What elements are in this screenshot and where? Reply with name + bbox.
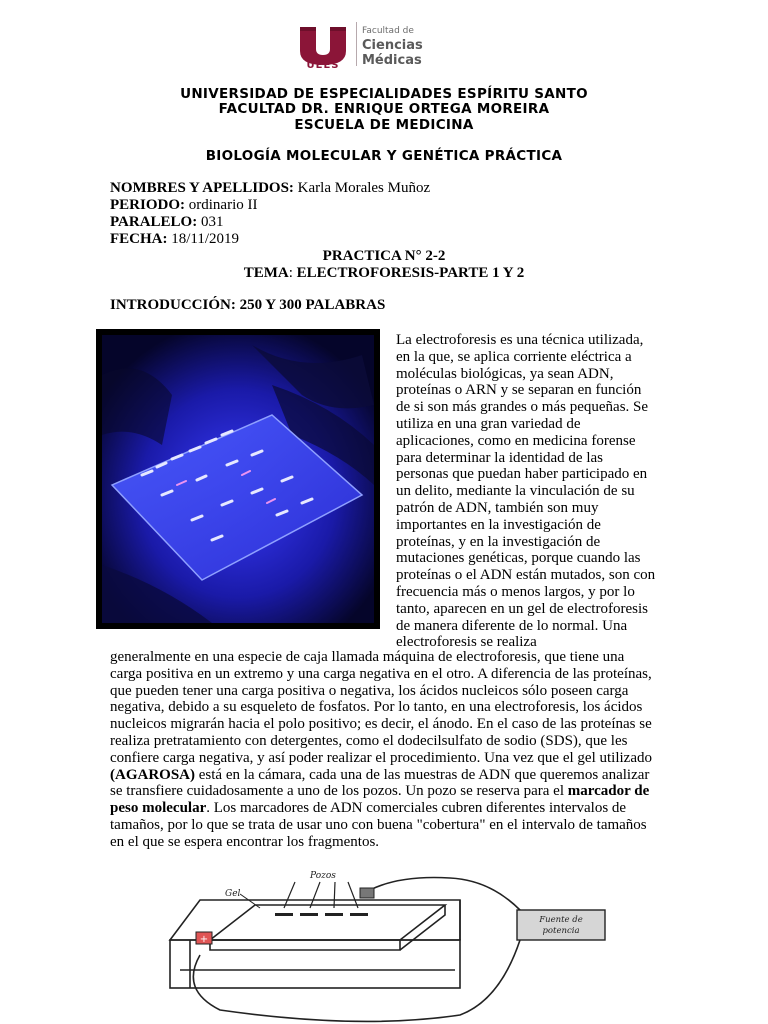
intro-paragraph-wrapped: La electroforesis es una técnica utilizada, en la que, se aplica corriente eléctrica a moléculas biológicas, ya sean ADN, proteínas o ARN y se separan en función de si son más grandes o más pequeñas. Se utiliza en una gran variedad de aplicaciones, como en medicina forense para determinar la identidad de las personas que puedan haber participado en un delito, mediante la vinculación de su patrón de ADN, también son muy importantes en la investigación de proteínas, y en la investigación de mutaciones genéticas, porque cuando las proteínas o el ADN están mutados, son con frecuencia más o menos largos, y por lo tanto, aparecen en un gel de electroforesis de manera diferente de lo normal. Una electroforesis se realiza [396,332,656,651]
cable-positive [193,940,520,1021]
faculty-logo [296,20,486,74]
well-1 [275,913,293,916]
intro-heading: INTRODUCCIÓN: 250 Y 300 PALABRAS [110,297,386,313]
gel-label: Gel [225,889,241,899]
paralelo-value: 031 [197,214,224,230]
name-label: NOMBRES Y APELLIDOS: [110,180,294,196]
power-label-line1: Fuente de [539,915,583,925]
positive-sign: + [199,934,209,945]
logo-short-name: UEES [306,60,340,71]
body-bold-marker: marcador de peso molecular [110,783,650,817]
course-title: BIOLOGÍA MOLECULAR Y GENÉTICA PRÁCTICA [205,148,563,164]
electrophoresis-gel-photo [102,335,374,623]
period-label: PERIODO: [110,197,185,213]
body-bold-agarosa: (AGAROSA) [110,766,195,783]
date-field [110,231,239,248]
faculty-name: FACULTAD DR. ENRIQUE ORTEGA MOREIRA [218,101,550,117]
chamber-front [170,940,460,988]
body-text-part-3: . Los marcadores de ADN comerciales cubren diferentes intervalos de tamaños, por lo que se trata de usar uno con buena "cobertura" en el intervalo de tamaños en el que se espera encontrar los fragmentos. [110,800,647,850]
intro-paragraph-body [110,649,660,851]
logo-divider [356,22,357,66]
date-value: 18/11/2019 [167,231,240,247]
name-value: Karla Morales Muñoz [293,180,431,196]
logo-faculty-small: Facultad de [362,26,414,36]
name-field [110,180,430,197]
wells-label: Pozos [310,871,336,881]
paralelo-label: PARALELO: [110,214,198,230]
school-name: ESCUELA DE MEDICINA [294,117,474,133]
period-value: ordinario II [185,197,258,213]
topic-label: TEMA [243,265,289,281]
date-label: FECHA: [110,231,168,247]
electrophoresis-photo-frame [96,329,380,629]
practice-number: PRACTICA N° 2-2 [322,248,446,264]
chamber-top [170,900,460,940]
gel-slab [210,905,445,940]
well-3 [325,913,343,916]
body-text-part-1: generalmente en una especie de caja llamada máquina de electroforesis, que tiene una carga positiva en un extremo y una carga negativa en el otro. A diferencia de las proteínas, que pueden tener una carga positiva o negativa, los ácidos nucleicos sólo poseen carga negativa, debido a su esqueleto de fosfatos. Por lo tanto, en una electroforesis, los ácidos nucleicos migrarán hacia el polo positivo; es decir, el ánodo. En el caso de las proteínas se realiza pretratamiento con detergentes, como el dodecilsulfato de sodio (SDS), que les confiere carga negativa, y así poder realizar el procedimiento. Una vez que el gel utilizado [110,649,652,766]
well-4 [350,913,368,916]
electrophoresis-chamber-diagram [160,870,630,1024]
body-text-part-2: está en la cámara, cada una de las muestras de ADN que queremos analizar se transfiere cuidadosamente a uno de los pozos. Un pozo se reserva para el [110,766,650,800]
negative-electrode [360,888,374,898]
period-field [110,197,257,214]
topic-value: ELECTROFORESIS-PARTE 1 Y 2 [292,265,525,281]
paralelo-field [110,214,223,231]
power-label-line2: potencia [542,926,580,936]
well-2 [300,913,318,916]
university-name: UNIVERSIDAD DE ESPECIALIDADES ESPÍRITU SANTO [180,86,588,102]
practice-topic: TEMA: ELECTROFORESIS-PARTE 1 Y 2 [243,265,525,281]
logo-faculty-name: Ciencias Médicas [362,38,423,68]
